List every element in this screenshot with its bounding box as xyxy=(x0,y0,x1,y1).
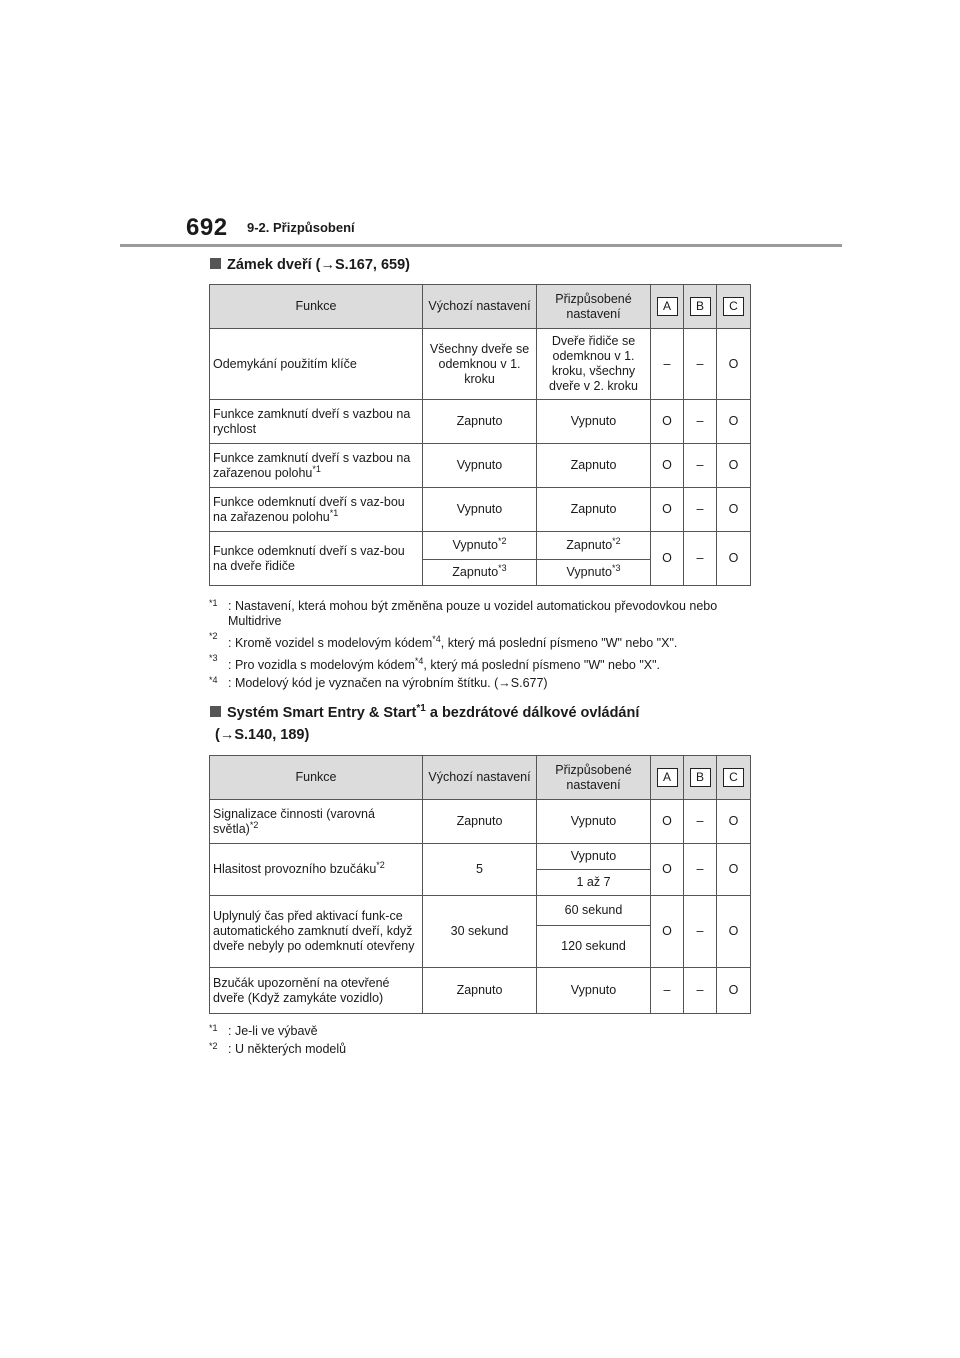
col-header-b: B xyxy=(690,297,711,316)
table-row: Funkce zamknutí dveří s vazbou na rychlost Zapnuto Vypnuto O – O xyxy=(210,400,751,444)
footnote: *1 : Nastavení, která mohou být změněna pouze u vozidel automatickou převodovkou nebo Multidrive xyxy=(209,598,718,628)
table-header-row xyxy=(210,756,751,800)
page-number: 692 xyxy=(186,214,228,241)
footnote: *1 : Je-li ve výbavě xyxy=(209,1023,318,1038)
door-lock-table xyxy=(209,284,751,586)
section-name: 9-2. Přizpůsobení xyxy=(247,220,355,235)
section-ref: S.167, 659) xyxy=(335,257,410,273)
table-row: Signalizace činnosti (varovná světla)$^{*2}$ Zapnuto Vypnuto O – O xyxy=(210,800,751,844)
table-row: Bzučák upozornění na otevřené dveře (Když zamykáte vozidlo) Zapnuto Vypnuto – – O xyxy=(210,968,751,1014)
col-header-custom: Přizpůsobené nastavení xyxy=(537,285,651,329)
section-title-smart-entry: Systém Smart Entry & Start$^{*1}$ a bezdrátové dálkové ovládání xyxy=(210,702,639,724)
footnote: *2 : U některých modelů xyxy=(209,1041,347,1056)
section-title-smart-entry-line2: (→S.140, 189) xyxy=(215,727,310,743)
header-rule xyxy=(120,244,842,247)
footnotes-section1 xyxy=(209,599,754,694)
square-bullet-icon xyxy=(210,258,221,269)
arrow-right-icon: → xyxy=(219,727,235,743)
footnote: *2 : Kromě vozidel s modelovým kódem$^{*4}$, který má poslední písmeno "W" nebo "X". xyxy=(209,631,678,651)
table-row: Zapnuto$^{*3}$ Vypnuto$^{*3}$ xyxy=(210,560,751,586)
col-header-custom: Přizpůsobené nastavení xyxy=(537,756,651,800)
table-row: Funkce odemknutí dveří s vaz-bou na dveře řidiče Vypnuto$^{*2}$ Zapnuto$^{*2}$ O – O xyxy=(210,532,751,560)
footnote: *3 : Pro vozidla s modelovým kódem$^{*4}$, který má poslední písmeno "W" nebo "X". xyxy=(209,653,661,673)
arrow-right-icon: → xyxy=(320,257,335,273)
square-bullet-icon xyxy=(210,706,221,717)
col-header-function: Funkce xyxy=(210,285,423,329)
col-header-function: Funkce xyxy=(210,756,423,800)
col-header-b: B xyxy=(690,768,711,787)
col-header-c: C xyxy=(723,297,744,316)
smart-entry-table xyxy=(209,755,751,1014)
col-header-a: A xyxy=(657,297,678,316)
table-header-row xyxy=(210,285,751,329)
arrow-right-icon: → xyxy=(498,676,511,691)
col-header-default: Výchozí nastavení xyxy=(423,285,537,329)
table-row: Uplynulý čas před aktivací funk-ce automatického zamknutí dveří, když dveře nebyly po odemknutí otevřeny 30 sekund 60 sekund O – O xyxy=(210,896,751,926)
table-row: 120 sekund xyxy=(210,926,751,968)
col-header-default: Výchozí nastavení xyxy=(423,756,537,800)
footnote: *4 : Modelový kód je vyznačen na výrobním štítku. (→S.677) xyxy=(209,675,548,691)
col-header-c: C xyxy=(723,768,744,787)
section-ref: S.140, 189) xyxy=(234,727,310,743)
footnotes-section2 xyxy=(209,1024,754,1060)
section-title-door-lock: Zámek dveří (→S.167, 659) xyxy=(210,254,410,276)
table-row: Odemykání použitím klíče Všechny dveře se odemknou v 1. kroku Dveře řidiče se odemknou v 1. kroku, všechny dveře v 2. kroku – – O xyxy=(210,329,751,400)
table-row: Hlasitost provozního bzučáku$^{*2}$ 5 Vypnuto O – O xyxy=(210,844,751,870)
table-row: Funkce odemknutí dveří s vaz-bou na zařazenou polohu$^{*1}$ Vypnuto Zapnuto O – O xyxy=(210,488,751,532)
table-row: Funkce zamknutí dveří s vazbou na zařazenou polohu$^{*1}$ Vypnuto Zapnuto O – O xyxy=(210,444,751,488)
col-header-a: A xyxy=(657,768,678,787)
table-row: 1 až 7 xyxy=(210,870,751,896)
